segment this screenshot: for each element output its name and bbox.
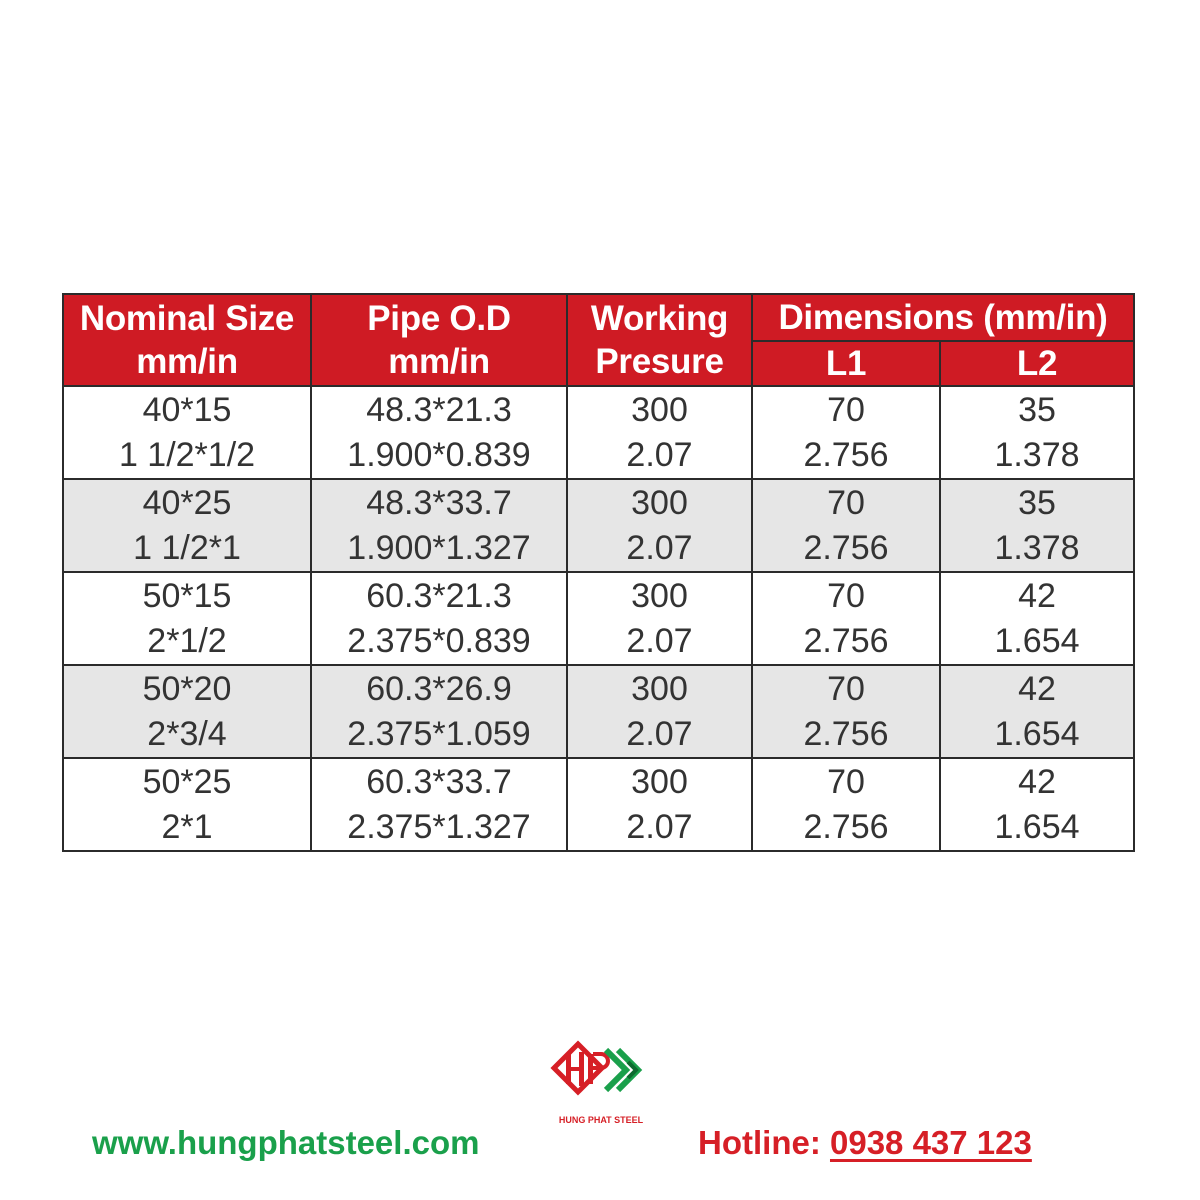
l2-mm: 42 <box>1018 762 1056 801</box>
od-mm: 48.3*33.7 <box>366 483 512 522</box>
l2-mm: 35 <box>1018 390 1056 429</box>
header-l1: L1 <box>752 341 940 386</box>
l2-in: 1.654 <box>994 621 1080 660</box>
cell-pipe-od <box>311 479 567 572</box>
header-working-line2: Presure <box>595 342 724 381</box>
cell-l1 <box>752 572 940 665</box>
od-mm: 60.3*33.7 <box>366 762 512 801</box>
od-mm: 60.3*26.9 <box>366 669 512 708</box>
logo-mark-icon <box>548 1038 654 1128</box>
nominal-in: 2*1/2 <box>147 621 227 660</box>
table-row <box>63 758 1134 851</box>
header-working-pressure <box>567 294 752 386</box>
l1-in: 2.756 <box>803 528 889 567</box>
od-in: 2.375*0.839 <box>347 621 531 660</box>
cell-l2 <box>940 572 1134 665</box>
logo-text: HUNG PHAT STEEL <box>558 1115 644 1125</box>
nominal-in: 2*3/4 <box>147 714 227 753</box>
nominal-in: 1 1/2*1/2 <box>118 435 256 474</box>
l1-in: 2.756 <box>803 714 889 753</box>
cell-working-pressure <box>567 479 752 572</box>
cell-pipe-od <box>311 758 567 851</box>
wp-1: 300 <box>631 576 688 615</box>
spec-table <box>62 293 1135 852</box>
wp-1: 300 <box>631 669 688 708</box>
hotline <box>698 1124 1032 1162</box>
table-row <box>63 479 1134 572</box>
nominal-mm: 50*25 <box>142 762 232 801</box>
header-pipe-od <box>311 294 567 386</box>
cell-working-pressure <box>567 386 752 479</box>
l2-mm: 42 <box>1018 669 1056 708</box>
header-nominal-size <box>63 294 311 386</box>
hotline-label: Hotline: <box>698 1124 830 1161</box>
cell-working-pressure <box>567 758 752 851</box>
header-pipe-line1: Pipe O.D <box>367 299 511 338</box>
od-in: 2.375*1.059 <box>347 714 531 753</box>
header-working-line1: Working <box>590 299 729 338</box>
wp-2: 2.07 <box>626 714 693 753</box>
od-mm: 60.3*21.3 <box>366 576 512 615</box>
cell-working-pressure <box>567 665 752 758</box>
table-row <box>63 665 1134 758</box>
l1-mm: 70 <box>827 483 865 522</box>
hotline-number-link[interactable]: 0938 437 123 <box>829 1124 1032 1161</box>
wp-1: 300 <box>631 762 688 801</box>
header-nominal-line1: Nominal Size <box>79 299 295 338</box>
l1-mm: 70 <box>827 669 865 708</box>
l1-in: 2.756 <box>803 621 889 660</box>
cell-nominal <box>63 665 311 758</box>
cell-l2 <box>940 758 1134 851</box>
header-l2: L2 <box>940 341 1134 386</box>
cell-l2 <box>940 479 1134 572</box>
l1-mm: 70 <box>827 762 865 801</box>
l1-in: 2.756 <box>803 435 889 474</box>
cell-nominal <box>63 758 311 851</box>
od-in: 2.375*1.327 <box>347 807 531 846</box>
header-nominal-line2: mm/in <box>136 342 238 381</box>
l1-mm: 70 <box>827 390 865 429</box>
cell-l1 <box>752 386 940 479</box>
cell-l2 <box>940 386 1134 479</box>
l1-in: 2.756 <box>803 807 889 846</box>
l2-in: 1.378 <box>994 435 1080 474</box>
nominal-in: 1 1/2*1 <box>133 528 241 567</box>
table-row <box>63 572 1134 665</box>
l2-in: 1.654 <box>994 807 1080 846</box>
od-in: 1.900*0.839 <box>347 435 531 474</box>
cell-nominal <box>63 572 311 665</box>
wp-2: 2.07 <box>626 621 693 660</box>
wp-2: 2.07 <box>626 435 693 474</box>
cell-l1 <box>752 758 940 851</box>
hung-phat-logo <box>548 1038 654 1128</box>
cell-pipe-od <box>311 386 567 479</box>
wp-1: 300 <box>631 390 688 429</box>
nominal-mm: 40*15 <box>142 390 232 429</box>
l2-in: 1.654 <box>994 714 1080 753</box>
od-in: 1.900*1.327 <box>347 528 531 567</box>
cell-nominal <box>63 386 311 479</box>
nominal-mm: 40*25 <box>142 483 232 522</box>
website-link[interactable]: www.hungphatsteel.com <box>92 1124 480 1161</box>
wp-2: 2.07 <box>626 807 693 846</box>
cell-l1 <box>752 665 940 758</box>
wp-1: 300 <box>631 483 688 522</box>
nominal-mm: 50*20 <box>142 669 232 708</box>
cell-working-pressure <box>567 572 752 665</box>
l2-in: 1.378 <box>994 528 1080 567</box>
od-mm: 48.3*21.3 <box>366 390 512 429</box>
header-pipe-line2: mm/in <box>388 342 490 381</box>
cell-pipe-od <box>311 665 567 758</box>
l2-mm: 42 <box>1018 576 1056 615</box>
header-dimensions: Dimensions (mm/in) <box>752 294 1134 341</box>
cell-l1 <box>752 479 940 572</box>
cell-nominal <box>63 479 311 572</box>
wp-2: 2.07 <box>626 528 693 567</box>
nominal-mm: 50*15 <box>142 576 232 615</box>
l2-mm: 35 <box>1018 483 1056 522</box>
nominal-in: 2*1 <box>161 807 213 846</box>
table-row <box>63 386 1134 479</box>
cell-l2 <box>940 665 1134 758</box>
cell-pipe-od <box>311 572 567 665</box>
l1-mm: 70 <box>827 576 865 615</box>
